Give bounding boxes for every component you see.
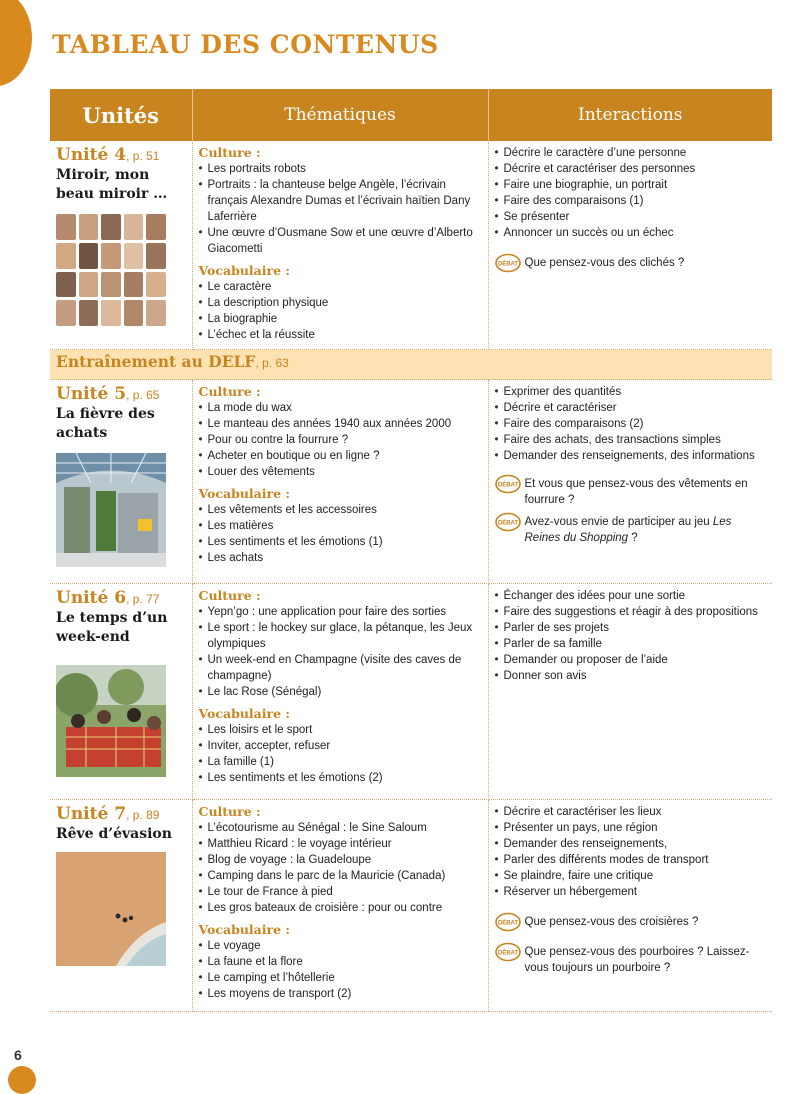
corner-tab	[0, 0, 32, 86]
unit6-title: Le temps d’un week-end	[56, 610, 168, 645]
list-item: • Échanger des idées pour une sortie	[495, 588, 767, 604]
page-number: 6	[14, 1047, 22, 1063]
unit4-vocab-label: Vocabulaire :	[198, 263, 291, 278]
unit7-debat-1: DÉBAT Que pensez-vous des croisières ?	[495, 914, 767, 936]
list-item: • Parler des différents modes de transport	[495, 852, 767, 868]
unit7-vocab-label: Vocabulaire :	[198, 922, 291, 937]
unit4-interactions	[488, 141, 772, 350]
list-item: • Le camping et l’hôtellerie	[199, 970, 482, 986]
unit5-debat-2: DÉBAT Avez-vous envie de participer au jeu Les Reines du Shopping ?	[495, 514, 767, 546]
list-item: • Faire des suggestions et réagir à des propositions	[495, 604, 767, 620]
delf-band	[50, 350, 772, 380]
contents-table	[50, 89, 772, 1012]
svg-text:DÉBAT: DÉBAT	[497, 482, 518, 489]
header-units: Unités	[50, 89, 192, 141]
unit6-vocab-list	[199, 722, 482, 786]
list-item: • Se présenter	[495, 209, 767, 225]
unit7-culture-label: Culture :	[198, 804, 261, 819]
list-item: • Les portraits robots	[199, 161, 482, 177]
list-item: • Le lac Rose (Sénégal)	[199, 684, 482, 700]
list-item: • Le manteau des années 1940 aux années 2000	[199, 416, 482, 432]
list-item: • Camping dans le parc de la Mauricie (Canada)	[199, 868, 482, 884]
list-item: • La faune et la flore	[199, 954, 482, 970]
unit6-culture-label: Culture :	[198, 588, 261, 603]
unit5-vocab-list	[199, 502, 482, 566]
unit6-heading[interactable]: Unité 6, p. 77	[56, 588, 160, 608]
list-item: • Demander des renseignements,	[495, 836, 767, 852]
unit4-title: Miroir, mon beau miroir …	[56, 167, 168, 202]
list-item: • Annoncer un succès ou un échec	[495, 225, 767, 241]
list-item: • Pour ou contre la fourrure ?	[199, 432, 482, 448]
list-item: • Yepn’go : une application pour faire des sorties	[199, 604, 482, 620]
unit4-portraits-image	[56, 214, 166, 326]
svg-text:DÉBAT: DÉBAT	[497, 920, 518, 927]
debat-icon	[495, 253, 521, 273]
debat-icon	[495, 474, 521, 494]
list-item: • Les matières	[199, 518, 482, 534]
corner-bottom-tab	[8, 1066, 36, 1094]
unit6-themes	[192, 584, 488, 800]
delf-cell[interactable]: Entraînement au DELF, p. 63	[50, 350, 772, 380]
unit5-heading[interactable]: Unité 5, p. 65	[56, 384, 160, 404]
list-item: • Blog de voyage : la Guadeloupe	[199, 852, 482, 868]
svg-text:DÉBAT: DÉBAT	[497, 950, 518, 957]
debat-icon	[495, 512, 521, 532]
debat-icon	[495, 912, 521, 932]
page-title: TABLEAU DES CONTENUS	[52, 30, 439, 59]
list-item: • La description physique	[199, 295, 482, 311]
list-item: • Les sentiments et les émotions (2)	[199, 770, 482, 786]
unit4-heading[interactable]: Unité 4, p. 51	[56, 145, 160, 165]
list-item: • Parler de sa famille	[495, 636, 767, 652]
unit6-vocab-label: Vocabulaire :	[198, 706, 291, 721]
list-item: • Les gros bateaux de croisière : pour ou contre	[199, 900, 482, 916]
list-item: • Exprimer des quantités	[495, 384, 767, 400]
list-item: • Les loisirs et le sport	[199, 722, 482, 738]
list-item: • Demander ou proposer de l’aide	[495, 652, 767, 668]
unit4-debat: DÉBAT Que pensez-vous des clichés ?	[495, 255, 767, 277]
unit5-row	[50, 380, 772, 584]
list-item: • Les moyens de transport (2)	[199, 986, 482, 1002]
unit4-culture-list	[199, 161, 482, 257]
unit7-vocab-list	[199, 938, 482, 1002]
list-item: • Parler de ses projets	[495, 620, 767, 636]
header-interactions: Interactions	[488, 89, 772, 141]
list-item: • Décrire le caractère d’une personne	[495, 145, 767, 161]
list-item: • Décrire et caractériser les lieux	[495, 804, 767, 820]
list-item: • Se plaindre, faire une critique	[495, 868, 767, 884]
list-item: • Un week-end en Champagne (visite des caves de champagne)	[199, 652, 482, 684]
unit6-interactions-list	[495, 588, 767, 684]
unit4-culture-label: Culture :	[198, 145, 261, 160]
list-item: • Inviter, accepter, refuser	[199, 738, 482, 754]
list-item: • Acheter en boutique ou en ligne ?	[199, 448, 482, 464]
list-item: • Le voyage	[199, 938, 482, 954]
unit5-themes	[192, 380, 488, 584]
list-item: • Présenter un pays, une région	[495, 820, 767, 836]
list-item: • Les vêtements et les accessoires	[199, 502, 482, 518]
unit7-heading[interactable]: Unité 7, p. 89	[56, 804, 160, 824]
unit7-title: Rêve d’évasion	[56, 826, 172, 842]
unit7-themes	[192, 800, 488, 1012]
list-item: • Les achats	[199, 550, 482, 566]
svg-text:DÉBAT: DÉBAT	[497, 261, 518, 268]
list-item: • Demander des renseignements, des informations	[495, 448, 767, 464]
list-item: • Décrire et caractériser	[495, 400, 767, 416]
list-item: • Décrire et caractériser des personnes	[495, 161, 767, 177]
list-item: • Le sport : le hockey sur glace, la pétanque, les Jeux olympiques	[199, 620, 482, 652]
list-item: • Donner son avis	[495, 668, 767, 684]
list-item: • Faire des achats, des transactions simples	[495, 432, 767, 448]
unit4-vocab-list	[199, 279, 482, 343]
unit4-interactions-list	[495, 145, 767, 241]
unit5-title: La fièvre des achats	[56, 406, 155, 441]
unit6-picnic-image	[56, 665, 166, 782]
unit6-interactions	[488, 584, 772, 800]
unit6-row	[50, 584, 772, 800]
unit5-interactions-list	[495, 384, 767, 464]
unit7-culture-list	[199, 820, 482, 916]
list-item: • Louer des vêtements	[199, 464, 482, 480]
list-item: • L’écotourisme au Sénégal : le Sine Saloum	[199, 820, 482, 836]
unit5-culture-label: Culture :	[198, 384, 261, 399]
list-item: • Portraits : la chanteuse belge Angèle, l’écrivain français Alexandre Dumas et l’écrivain haïtien Dany Laferrière	[199, 177, 482, 225]
list-item: • Une œuvre d’Ousmane Sow et une œuvre d’Alberto Giacometti	[199, 225, 482, 257]
debat-icon	[495, 942, 521, 962]
list-item: • Faire une biographie, un portrait	[495, 177, 767, 193]
list-item: • Les sentiments et les émotions (1)	[199, 534, 482, 550]
unit4-cell	[50, 141, 192, 350]
list-item: • Réserver un hébergement	[495, 884, 767, 900]
unit7-beach-image	[56, 852, 166, 971]
unit7-row	[50, 800, 772, 1012]
list-item: • L’échec et la réussite	[199, 327, 482, 343]
unit6-cell	[50, 584, 192, 800]
list-item: • Matthieu Ricard : le voyage intérieur	[199, 836, 482, 852]
unit5-interactions	[488, 380, 772, 584]
svg-text:DÉBAT: DÉBAT	[497, 520, 518, 527]
list-item: • Faire des comparaisons (1)	[495, 193, 767, 209]
unit5-mall-image	[56, 453, 166, 572]
list-item: • Le tour de France à pied	[199, 884, 482, 900]
unit7-cell	[50, 800, 192, 1012]
unit7-interactions-list	[495, 804, 767, 900]
unit7-interactions	[488, 800, 772, 1012]
list-item: • La mode du wax	[199, 400, 482, 416]
list-item: • La biographie	[199, 311, 482, 327]
unit4-row	[50, 141, 772, 350]
unit7-debat-2: DÉBAT Que pensez-vous des pourboires ? Laissez-vous toujours un pourboire ?	[495, 944, 767, 976]
list-item: • Faire des comparaisons (2)	[495, 416, 767, 432]
list-item: • Le caractère	[199, 279, 482, 295]
list-item: • La famille (1)	[199, 754, 482, 770]
unit5-debat-1: DÉBAT Et vous que pensez-vous des vêtements en fourrure ?	[495, 476, 767, 508]
unit6-culture-list	[199, 604, 482, 700]
unit5-culture-list	[199, 400, 482, 480]
unit5-cell	[50, 380, 192, 584]
unit4-themes	[192, 141, 488, 350]
unit5-vocab-label: Vocabulaire :	[198, 486, 291, 501]
header-themes: Thématiques	[192, 89, 488, 141]
